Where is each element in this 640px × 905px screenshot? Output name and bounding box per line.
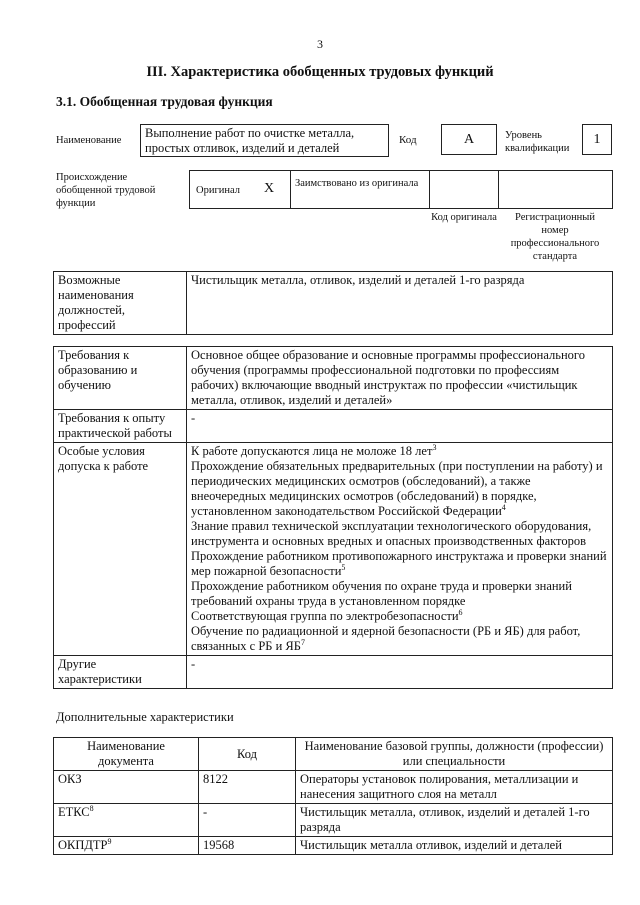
doc-cell: ЕТКС$^8$ [54,804,199,837]
list-item: Прохождение обязательных предварительных (при поступлении на работу) и периодических медицинских осмотров (обследований), а также внеочередных медицинских осмотров (обследований) в порядке, установленном законодательством Российской Федерации$^4$ [191,459,603,518]
section-title: III. Характеристика обобщенных трудовых функций [146,64,494,80]
reg-number-caption: Регистрационный номер профессионального стандарта [510,212,600,262]
table-row [54,771,613,804]
table-row [54,347,613,410]
level-value: 1 [593,132,601,147]
additional-table [53,737,613,855]
table-row [54,656,613,689]
experience-label: Требования к опыту практической работы [54,410,187,443]
borrowed-label: Заимствовано из оригинала [295,178,419,189]
other-value: - [187,656,613,689]
original-mark: X [264,181,275,196]
list-item: Знание правил технической эксплуатации технологического оборудования, инструмента и основных вредных и опасных производственных факторов [191,519,592,548]
code-cell: 8122 [199,771,296,804]
special-label: Особые условия допуска к работе [54,443,187,656]
code-value: A [463,132,475,147]
code-cell: - [199,804,296,837]
table-row [54,837,613,855]
doc-cell: ОКЗ [54,771,199,804]
name-value-box [140,124,389,157]
original-label: Оригинал [196,185,240,196]
list-item: Соответствующая группа по электробезопасности$^6$ [191,607,463,623]
origin-label: Происхождение обобщенной трудовой функции [56,172,156,209]
positions-table [53,271,613,335]
code-value-box [441,124,497,155]
list-item: Прохождение работником противопожарного инструктажа и проверки знаний мер пожарной безопасности$^5$ [191,549,607,578]
code-cell: 19568 [199,837,296,855]
other-label: Другие характеристики [54,656,187,689]
name-cell: Чистильщик металла отливок, изделий и деталей [296,837,613,855]
table-row [54,443,613,656]
col-doc-header: Наименование документа [54,738,199,771]
experience-value: - [187,410,613,443]
col-code-header: Код [199,738,296,771]
origin-table [189,170,613,209]
list-item: Прохождение работником обучения по охране труда и проверки знаний требований охраны труда в установленном порядке [191,579,572,608]
education-value: Основное общее образование и основные программы профессионального обучения (программы профессиональной подготовки по профессиям рабочих) включающие вводный инструктаж по профессии «чистильщик металла, отливок, изделий и деталей» [187,347,613,410]
level-label: Уровень квалификации [505,130,570,154]
table-row [54,738,613,771]
level-value-box [582,124,612,155]
table-row [54,272,613,335]
positions-label: Возможные наименования должностей, профессий [54,272,187,335]
doc-cell: ОКПДТР$^9$ [54,837,199,855]
code-original-caption: Код оригинала [431,212,497,223]
col-name-header: Наименование базовой группы, должности (профессии) или специальности [296,738,613,771]
subsection-title: 3.1. Обобщенная трудовая функция [56,94,273,109]
page-number: 3 [317,37,323,51]
additional-title: Дополнительные характеристики [56,710,234,724]
table-row [54,804,613,837]
table-row [54,410,613,443]
name-label: Наименование [56,135,122,146]
positions-value: Чистильщик металла, отливок, изделий и деталей 1-го разряда [187,272,613,335]
list-item: К работе допускаются лица не моложе 18 лет$^3$ [191,442,437,458]
requirements-table [53,346,613,689]
list-item: Обучение по радиационной и ядерной безопасности (РБ и ЯБ) для работ, связанных с РБ и $ЯБ^7$ [191,624,581,653]
name-cell: Операторы установок полирования, металлизации и нанесения защитного слоя на металл [296,771,613,804]
code-label: Код [399,134,417,146]
special-conditions [187,443,613,656]
name-value: Выполнение работ по очистке металла, простых отливок, изделий и деталей [145,126,355,155]
name-cell: Чистильщик металла, отливок, изделий и деталей 1-го разряда [296,804,613,837]
education-label: Требования к образованию и обучению [54,347,187,410]
